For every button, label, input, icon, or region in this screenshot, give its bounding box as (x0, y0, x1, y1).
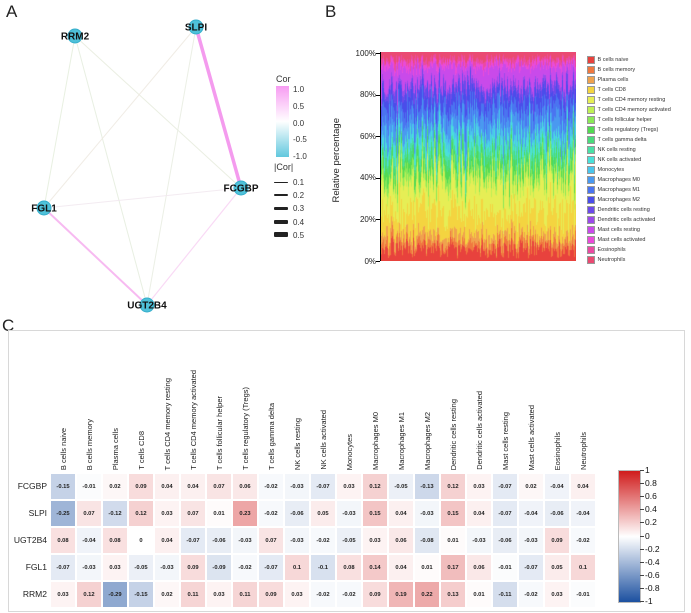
legend-color-swatch (587, 66, 595, 74)
network-edge-RRM2-FCGBP (75, 36, 241, 188)
cor-legend-tick-label: 1.0 (293, 85, 305, 94)
b-y-tick-mark (376, 261, 380, 262)
colorbar-tick-label: -1 (645, 596, 653, 606)
heatmap-cell: 0.13 (440, 581, 466, 608)
legend-color-swatch (587, 116, 595, 124)
legend-color-swatch (587, 146, 595, 154)
abs-cor-line-sample (274, 232, 288, 237)
legend-color-swatch (587, 166, 595, 174)
colorbar-tick-label: 1 (645, 465, 650, 475)
heatmap-cell: -0.04 (76, 527, 102, 554)
heatmap-cell: -0.02 (258, 500, 284, 527)
heatmap-cell: 0.07 (206, 473, 232, 500)
legend-item (587, 135, 671, 145)
legend-color-swatch (587, 236, 595, 244)
legend-color-swatch (587, 196, 595, 204)
legend-item-label: T cells gamma delta (597, 137, 647, 143)
heatmap-cell: -0.03 (284, 527, 310, 554)
heatmap-column-label-text: T cells CD8 (136, 431, 146, 470)
legend-item (587, 155, 671, 165)
heatmap-cell: 0.22 (414, 581, 440, 608)
colorbar-tick-mark (640, 575, 644, 576)
network-edge-UGT2B4-FCGBP (147, 188, 241, 305)
b-y-tick-label: 80% (359, 90, 376, 100)
legend-item (587, 105, 671, 115)
heatmap-column-label-text: T cells follicular helper (214, 395, 224, 470)
legend-item (587, 255, 671, 265)
heatmap-cell: -0.02 (232, 554, 258, 581)
heatmap-cell: 0.09 (362, 581, 388, 608)
abs-cor-legend-row (274, 190, 334, 200)
heatmap-cell: 0.08 (336, 554, 362, 581)
legend-color-swatch (587, 86, 595, 94)
network-edge-SLPI-FGL1 (44, 27, 196, 208)
panel-a-letter: A (6, 2, 18, 21)
legend-color-swatch (587, 256, 595, 264)
heatmap-cell: 0.08 (50, 527, 76, 554)
stacked-bar-plot (381, 52, 576, 261)
heatmap-cell: 0.01 (440, 527, 466, 554)
colorbar-tick-label: 0 (645, 530, 650, 541)
heatmap-column-label (518, 336, 544, 470)
colorbar-tick-label: -0.4 (645, 556, 660, 567)
heatmap-column-label-text: NK cells activated (318, 410, 328, 470)
heatmap-cell: -0.12 (102, 500, 128, 527)
legend-color-swatch (587, 56, 595, 64)
legend-color-swatch (587, 246, 595, 254)
colorbar-tick-mark (640, 509, 644, 510)
network-node-label-SLPI: SLPI (184, 22, 208, 34)
heatmap-column-label (310, 336, 336, 470)
legend-item (587, 195, 671, 205)
heatmap-cell: 0.04 (154, 527, 180, 554)
heatmap-column-label (102, 336, 128, 470)
heatmap-row-label: FGL1 (25, 562, 47, 572)
heatmap-cell: 0.07 (180, 500, 206, 527)
legend-item-label: NK cells resting (597, 147, 636, 153)
heatmap-row-label: FCGBP (17, 481, 47, 491)
heatmap-column-label-text: NK cells resting (292, 417, 302, 470)
heatmap-column-label (388, 336, 414, 470)
heatmap-row-label: SLPI (28, 508, 47, 518)
heatmap-column-label (440, 336, 466, 470)
heatmap-cell: 0.08 (102, 527, 128, 554)
heatmap-cell: 0.02 (102, 473, 128, 500)
heatmap-cell: 0.06 (388, 527, 414, 554)
heatmap-cell: -0.01 (492, 554, 518, 581)
heatmap-cell: 0.02 (154, 581, 180, 608)
heatmap-column-label-text: Eosinophils (552, 431, 562, 470)
legend-item-label: Monocytes (597, 167, 625, 173)
legend-item (587, 205, 671, 215)
heatmap-cell: 0.1 (570, 554, 596, 581)
network-node-label-FCGBP: FCGBP (223, 183, 259, 195)
heatmap-cell: -0.07 (492, 500, 518, 527)
legend-item (587, 225, 671, 235)
heatmap-cell: -0.13 (414, 473, 440, 500)
colorbar-tick-mark (640, 496, 644, 497)
heatmap-column-label (50, 336, 76, 470)
heatmap-cell: -0.04 (544, 473, 570, 500)
legend-item-label: Neutrophils (597, 257, 626, 263)
network-node-label-UGT2B4: UGT2B4 (127, 300, 167, 312)
heatmap-cell: 0.11 (180, 581, 206, 608)
heatmap-cell: -0.07 (310, 473, 336, 500)
heatmap-cell: -0.03 (76, 554, 102, 581)
heatmap-cell: 0.06 (466, 554, 492, 581)
heatmap-cell: -0.07 (492, 473, 518, 500)
heatmap-cell: 0.04 (180, 473, 206, 500)
colorbar-tick-label: 0.8 (645, 478, 657, 489)
heatmap-cell: 0.12 (128, 500, 154, 527)
heatmap-cell: 0.09 (258, 581, 284, 608)
legend-item (587, 235, 671, 245)
heatmap-cell: -0.1 (310, 554, 336, 581)
heatmap-cell: -0.02 (518, 581, 544, 608)
heatmap-column-label-text: Macrophages M2 (422, 412, 432, 470)
cor-legend-tick-label: 0.0 (293, 118, 305, 128)
heatmap-cell: 0.01 (466, 581, 492, 608)
heatmap-cell: -0.02 (258, 473, 284, 500)
heatmap-column-label (284, 336, 310, 470)
heatmap-cell: -0.03 (414, 500, 440, 527)
heatmap-cell: 0.1 (284, 554, 310, 581)
network-edge-FGL1-FCGBP (44, 188, 241, 208)
heatmap-cell: 0.04 (466, 500, 492, 527)
cor-legend-tick-label: -0.5 (293, 135, 307, 145)
heatmap-column-label-text: Mast cells resting (500, 412, 510, 470)
heatmap-cell: 0.04 (388, 554, 414, 581)
cor-legend-tick-label: -1.0 (293, 152, 307, 162)
heatmap-column-label-text: T cells CD4 memory resting (162, 377, 172, 470)
legend-item (587, 165, 671, 175)
colorbar-tick-mark (640, 588, 644, 589)
heatmap-cell: -0.03 (232, 527, 258, 554)
heatmap-cell: -0.02 (570, 527, 596, 554)
heatmap-cell: -0.29 (102, 581, 128, 608)
heatmap-column-label-text: Macrophages M1 (396, 412, 406, 470)
legend-item (587, 75, 671, 85)
heatmap-cell: 0.12 (362, 473, 388, 500)
heatmap-cell: 0.07 (258, 527, 284, 554)
heatmap-cell: 0.04 (154, 473, 180, 500)
colorbar-tick-mark (640, 562, 644, 563)
cor-color-gradient-bar (276, 86, 289, 157)
heatmap-cell: 0.03 (206, 581, 232, 608)
heatmap-column-label (154, 336, 180, 470)
heatmap-column-label (544, 336, 570, 470)
abs-cor-tick-label: 0.2 (293, 191, 305, 201)
heatmap-column-label (570, 336, 596, 470)
heatmap-column-label-text: Dendritic cells resting (448, 398, 458, 470)
heatmap-cell: 0.14 (362, 554, 388, 581)
heatmap-column-label-text: T cells regulatory (Tregs) (240, 387, 250, 470)
colorbar-tick-label: 0.6 (645, 491, 657, 502)
legend-item-label: Macrophages M1 (597, 187, 640, 193)
heatmap-column-label-text: B cells naive (58, 427, 68, 470)
heatmap-cell: 0.09 (180, 554, 206, 581)
heatmap-cell: 0.23 (232, 500, 258, 527)
heatmap-column-label-text: Mast cells activated (526, 404, 536, 470)
heatmap-column-label-text: Dendritic cells activated (474, 391, 484, 470)
heatmap-cell: -0.05 (388, 473, 414, 500)
legend-color-swatch (587, 206, 595, 214)
b-y-tick-label: 40% (359, 173, 376, 183)
heatmap-cell: 0.12 (440, 473, 466, 500)
legend-color-swatch (587, 106, 595, 114)
heatmap-cell: 0.15 (362, 500, 388, 527)
legend-color-swatch (587, 126, 595, 134)
heatmap-cell: -0.05 (128, 554, 154, 581)
legend-item-label: T cells regulatory (Tregs) (597, 127, 659, 133)
heatmap-cell: -0.11 (492, 581, 518, 608)
heatmap-cell: 0.12 (76, 581, 102, 608)
heatmap-cell: -0.02 (310, 581, 336, 608)
heatmap-cell: -0.07 (258, 554, 284, 581)
abs-cor-legend-row (274, 203, 334, 213)
heatmap-cell: 0.02 (518, 473, 544, 500)
heatmap-column-label (128, 336, 154, 470)
heatmap-cell: -0.07 (180, 527, 206, 554)
heatmap-column-label (232, 336, 258, 470)
heatmap-cell: -0.02 (310, 527, 336, 554)
heatmap-cell: -0.25 (50, 500, 76, 527)
heatmap-column-label-text: Plasma cells (110, 427, 120, 470)
legend-item (587, 55, 671, 65)
legend-item (587, 175, 671, 185)
legend-item (587, 215, 671, 225)
legend-color-swatch (587, 96, 595, 104)
network-edge-FGL1-UGT2B4 (44, 208, 147, 305)
legend-item-label: Dendritic cells activated (597, 217, 656, 223)
b-y-tick-label: 0% (364, 256, 376, 266)
colorbar-tick-label: 0.4 (645, 504, 657, 515)
legend-item-label: Mast cells resting (597, 227, 640, 233)
legend-color-swatch (587, 216, 595, 224)
heatmap-cell: 0.17 (440, 554, 466, 581)
colorbar-tick-mark (640, 470, 644, 471)
heatmap-cell: 0.15 (440, 500, 466, 527)
legend-item-label: T cells CD8 (597, 87, 626, 93)
heatmap-cell: -0.07 (518, 554, 544, 581)
legend-item (587, 115, 671, 125)
heatmap-cell: -0.08 (414, 527, 440, 554)
heatmap-cell: -0.06 (544, 500, 570, 527)
heatmap-column-label-text: Macrophages M0 (370, 412, 380, 470)
network-edge-RRM2-UGT2B4 (75, 36, 147, 305)
heatmap-cell: 0.06 (232, 473, 258, 500)
abs-cor-legend-title: |Cor| (274, 162, 294, 172)
heatmap-column-label (362, 336, 388, 470)
heatmap-cell: -0.06 (206, 527, 232, 554)
legend-item-label: Macrophages M2 (597, 197, 640, 203)
abs-cor-tick-label: 0.5 (293, 230, 305, 240)
legend-item (587, 245, 671, 255)
correlation-heatmap-grid (50, 473, 596, 608)
colorbar-tick-label: -0.2 (645, 543, 660, 554)
heatmap-column-label-text: Monocytes (344, 433, 354, 470)
heatmap-column-label-text: B cells memory (84, 418, 94, 470)
legend-item-label: T cells CD4 memory activated (597, 107, 671, 113)
heatmap-cell: -0.03 (154, 554, 180, 581)
heatmap-cell: 0.11 (232, 581, 258, 608)
heatmap-cell: 0.03 (102, 554, 128, 581)
colorbar-tick-label: -0.8 (645, 582, 660, 593)
heatmap-cell: -0.04 (518, 500, 544, 527)
legend-color-swatch (587, 136, 595, 144)
heatmap-cell: -0.03 (518, 527, 544, 554)
legend-item-label: NK cells activated (597, 157, 642, 163)
heatmap-cell: 0.03 (466, 473, 492, 500)
legend-item-label: Eosinophils (597, 247, 626, 253)
abs-cor-tick-label: 0.3 (293, 204, 305, 214)
heatmap-cell: -0.15 (128, 581, 154, 608)
heatmap-column-label (206, 336, 232, 470)
cor-legend-tick-label: 0.5 (293, 101, 305, 111)
legend-color-swatch (587, 186, 595, 194)
heatmap-cell: -0.06 (492, 527, 518, 554)
network-node-label-RRM2: RRM2 (60, 31, 90, 43)
cell-type-legend (587, 55, 671, 265)
heatmap-column-label (466, 336, 492, 470)
abs-cor-legend-row (274, 217, 334, 227)
heatmap-cell: -0.03 (284, 473, 310, 500)
heatmap-cell: 0.19 (388, 581, 414, 608)
abs-cor-line-sample (274, 220, 288, 224)
b-y-tick-label: 20% (359, 214, 376, 224)
legend-item-label: B cells memory (597, 67, 636, 73)
colorbar-tick-mark (640, 522, 644, 523)
gene-correlation-network (0, 0, 330, 322)
legend-item-label: B cells naive (597, 57, 629, 63)
legend-color-swatch (587, 156, 595, 164)
legend-item (587, 85, 671, 95)
heatmap-row-label: UGT2B4 (13, 535, 47, 545)
heatmap-cell: -0.15 (50, 473, 76, 500)
legend-color-swatch (587, 176, 595, 184)
colorbar-tick-mark (640, 549, 644, 550)
legend-item (587, 125, 671, 135)
colorbar-tick-label: -0.6 (645, 569, 660, 580)
b-y-tick-label: 100% (355, 48, 376, 58)
colorbar-tick-mark (640, 601, 644, 602)
abs-cor-tick-label: 0.1 (293, 178, 305, 187)
legend-item (587, 145, 671, 155)
abs-cor-tick-label: 0.4 (293, 217, 305, 227)
heatmap-column-label (492, 336, 518, 470)
heatmap-cell: -0.04 (570, 500, 596, 527)
panel-c-letter: C (2, 316, 15, 335)
heatmap-cell: -0.01 (570, 581, 596, 608)
legend-item-label: Plasma cells (597, 77, 629, 83)
colorbar-tick-mark (640, 536, 644, 537)
heatmap-column-label-text: T cells gamma delta (266, 403, 276, 470)
heatmap-cell: 0.05 (310, 500, 336, 527)
cor-legend-title: Cor (276, 74, 291, 84)
heatmap-cell: -0.07 (50, 554, 76, 581)
abs-cor-line-sample (274, 194, 288, 196)
heatmap-cell: 0.03 (154, 500, 180, 527)
abs-cor-line-sample (274, 207, 288, 210)
legend-color-swatch (587, 226, 595, 234)
legend-item (587, 95, 671, 105)
heatmap-cell: 0.04 (570, 473, 596, 500)
legend-item-label: Dendritic cells resting (597, 207, 650, 213)
heatmap-column-label (336, 336, 362, 470)
heatmap-cell: 0.04 (388, 500, 414, 527)
heatmap-cell: 0 (128, 527, 154, 554)
heatmap-cell: 0.01 (206, 500, 232, 527)
legend-color-swatch (587, 76, 595, 84)
heatmap-cell: -0.01 (76, 473, 102, 500)
heatmap-column-label (414, 336, 440, 470)
panel-b-letter: B (325, 2, 337, 21)
network-edge-SLPI-UGT2B4 (147, 27, 196, 305)
heatmap-column-label (180, 336, 206, 470)
colorbar-tick-label: 0.2 (645, 517, 657, 528)
abs-cor-line-sample (274, 182, 288, 183)
b-y-axis-label: Relative percentage (330, 117, 342, 203)
heatmap-cell: -0.09 (206, 554, 232, 581)
heatmap-cell: 0.09 (128, 473, 154, 500)
heatmap-cell: 0.03 (50, 581, 76, 608)
heatmap-cell: 0.05 (544, 554, 570, 581)
heatmap-cell: -0.02 (336, 581, 362, 608)
colorbar-tick-mark (640, 483, 644, 484)
abs-cor-legend-row (274, 177, 334, 187)
heatmap-cell: 0.07 (76, 500, 102, 527)
legend-item-label: T cells CD4 memory resting (597, 97, 666, 103)
heatmap-cell: 0.03 (362, 527, 388, 554)
heatmap-colorbar (618, 470, 641, 603)
heatmap-cell: 0.03 (544, 581, 570, 608)
b-y-tick-label: 60% (359, 131, 376, 141)
network-edge-RRM2-FGL1 (44, 36, 75, 208)
heatmap-column-label (76, 336, 102, 470)
legend-item-label: T cells follicular helper (597, 117, 652, 123)
heatmap-cell: 0.03 (336, 473, 362, 500)
heatmap-cell: -0.06 (284, 500, 310, 527)
heatmap-column-label (258, 336, 284, 470)
heatmap-cell: 0.03 (284, 581, 310, 608)
heatmap-cell: -0.03 (336, 500, 362, 527)
legend-item-label: Mast cells activated (597, 237, 646, 243)
heatmap-row-label: RRM2 (22, 589, 47, 599)
heatmap-cell: -0.03 (466, 527, 492, 554)
legend-item (587, 185, 671, 195)
abs-cor-legend-row (274, 230, 334, 240)
heatmap-column-label-text: Neutrophils (578, 432, 588, 470)
heatmap-cell: 0.01 (414, 554, 440, 581)
heatmap-column-label-text: T cells CD4 memory activated (188, 370, 198, 470)
heatmap-cell: -0.05 (336, 527, 362, 554)
heatmap-cell: 0.09 (544, 527, 570, 554)
legend-item (587, 65, 671, 75)
legend-item-label: Macrophages M0 (597, 177, 640, 183)
network-edge-SLPI-FCGBP (196, 27, 241, 188)
network-node-label-FGL1: FGL1 (31, 203, 57, 215)
